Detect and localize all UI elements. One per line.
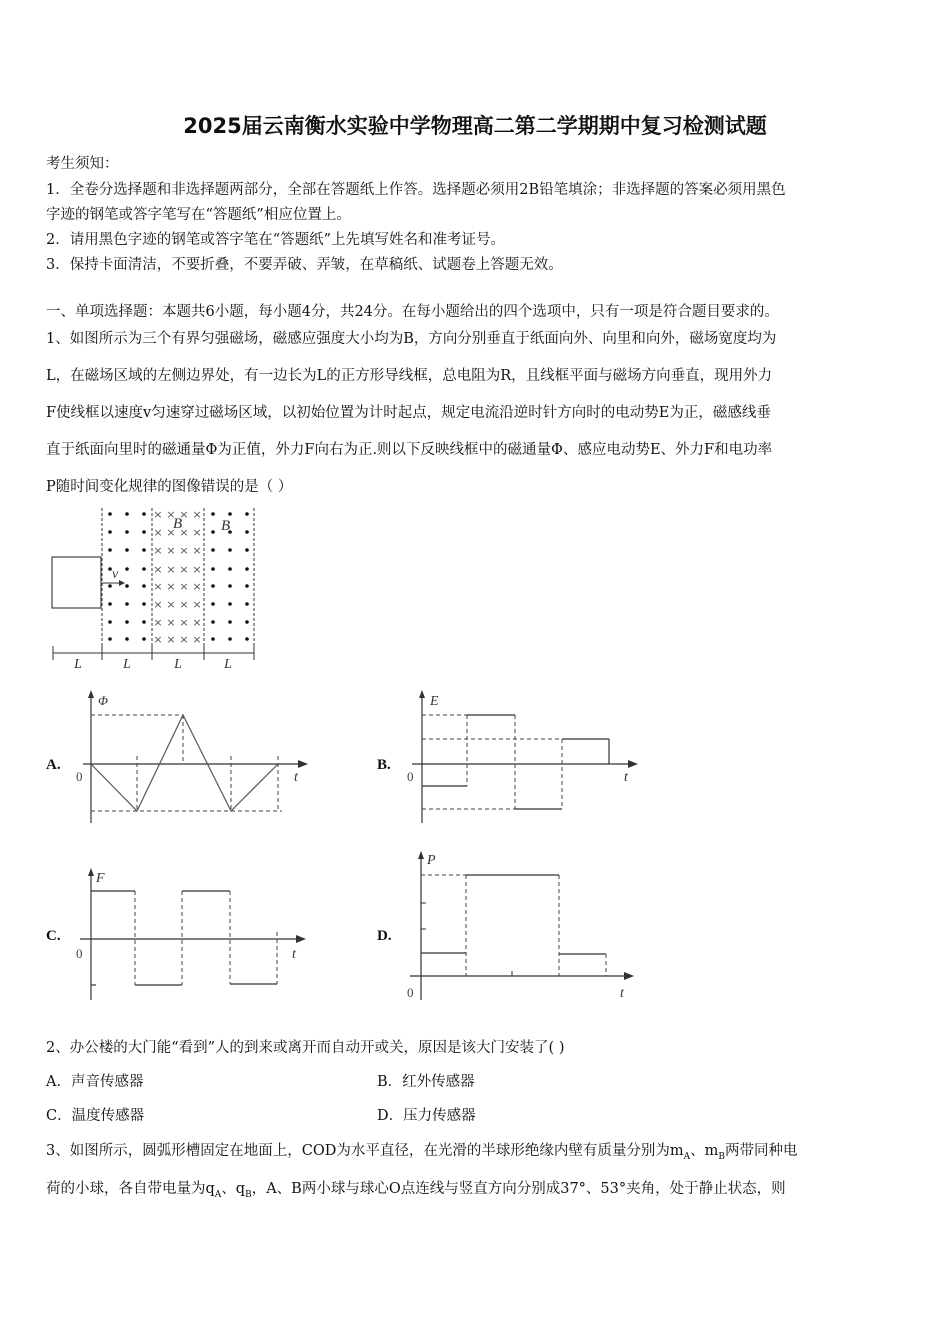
svg-text:×: ×	[192, 526, 202, 539]
svg-text:×: ×	[192, 598, 202, 611]
notice-item: 1．全卷分选择题和非选择题两部分，全部在答题纸上作答。选择题必须用2B铅笔填涂；非选择题的答案必须用黑色	[46, 182, 786, 198]
svg-text:B: B	[173, 516, 183, 532]
notice-heading: 考生须知：	[46, 156, 119, 172]
svg-text:×: ×	[179, 544, 189, 557]
option-a-flux-graph[interactable]	[40, 685, 320, 825]
svg-text:×: ×	[153, 598, 163, 611]
choice-label: A．	[46, 1074, 71, 1090]
svg-text:×: ×	[179, 526, 189, 539]
q1-stem-line: L，在磁场区域的左侧边界处，有一边长为L的正方形导线框，总电阻为R，且线框平面与磁场方向垂直，现用外力	[46, 368, 773, 384]
svg-text:t: t	[620, 986, 624, 1001]
choice-label: D．	[377, 1108, 404, 1124]
q2-choice-a[interactable]	[46, 1070, 143, 1091]
q2-choice-c[interactable]	[46, 1104, 144, 1125]
svg-text:t: t	[294, 770, 298, 785]
notice-item: 2．请用黑色字迹的钢笔或答字笔在“答题纸”上先填写姓名和准考证号。	[46, 232, 506, 248]
option-c-force-graph[interactable]	[40, 860, 320, 1005]
q1-stem-line: 直于纸面向里时的磁通量Φ为正值，外力F向右为正.则以下反映线框中的磁通量Φ、感应电动势E、外力F和电功率	[46, 442, 773, 458]
option-b-emf-graph[interactable]	[370, 685, 650, 825]
svg-text:×: ×	[192, 616, 202, 629]
q2-stem: 2、办公楼的大门能“看到”人的到来或离开而自动开或关，原因是该大门安装了( )	[46, 1040, 565, 1056]
svg-text:L: L	[224, 657, 232, 672]
q1-stem-line: F使线框以速度v匀速穿过磁场区域，以初始位置为计时起点，规定电流沿逆时针方向时的电动势E为正，磁感线垂	[46, 405, 771, 421]
svg-text:×: ×	[179, 598, 189, 611]
svg-text:×: ×	[179, 580, 189, 593]
svg-text:×: ×	[153, 633, 163, 646]
notice-item: 字迹的钢笔或答字笔写在“答题纸”相应位置上。	[46, 207, 351, 223]
magnetic-field-figure	[40, 500, 280, 680]
section-heading: 一、单项选择题：本题共6小题，每小题4分，共24分。在每小题给出的四个选项中，只有一项是符合题目要求的。	[46, 304, 779, 320]
svg-text:×: ×	[166, 526, 176, 539]
svg-text:×: ×	[153, 526, 163, 539]
choice-label: B．	[377, 1074, 403, 1090]
svg-text:×: ×	[153, 508, 163, 521]
svg-text:v: v	[112, 567, 119, 582]
svg-text:0: 0	[76, 946, 83, 961]
svg-text:0: 0	[407, 769, 414, 784]
q3-stem-line: 荷的小球，各自带电量为$q_A$、$q_B$，A、B两小球与球心O点连线与竖直方向分别成37°、53°夹角，处于静止状态，则	[46, 1181, 786, 1200]
svg-text:×: ×	[166, 563, 176, 576]
choice-text: 红外传感器	[402, 1074, 475, 1090]
svg-text:×: ×	[166, 598, 176, 611]
q3-stem-line: 3、如图所示，圆弧形槽固定在地面上，COD为水平直径，在光滑的半球形绝缘内壁有质量分别为$m_A$、$m_B$两带同种电	[46, 1143, 798, 1162]
svg-text:×: ×	[153, 563, 163, 576]
svg-text:B: B	[221, 518, 231, 534]
svg-text:t: t	[292, 947, 296, 962]
svg-text:E: E	[430, 694, 439, 709]
svg-text:L: L	[74, 657, 82, 672]
svg-text:t: t	[624, 770, 628, 785]
svg-text:×: ×	[179, 508, 189, 521]
svg-text:×: ×	[179, 616, 189, 629]
svg-text:Φ: Φ	[98, 693, 108, 708]
choice-text: 压力传感器	[403, 1108, 476, 1124]
svg-text:×: ×	[153, 616, 163, 629]
svg-text:×: ×	[166, 633, 176, 646]
q1-stem-line: P随时间变化规律的图像错误的是（ ）	[46, 479, 293, 495]
option-c-label[interactable]: C.	[46, 928, 61, 944]
svg-text:×: ×	[192, 633, 202, 646]
svg-text:×: ×	[153, 544, 163, 557]
svg-text:×: ×	[166, 616, 176, 629]
option-a-label[interactable]: A.	[46, 757, 61, 773]
svg-text:×: ×	[166, 508, 176, 521]
svg-text:×: ×	[192, 563, 202, 576]
svg-text:×: ×	[166, 580, 176, 593]
svg-text:×: ×	[166, 544, 176, 557]
svg-text:F: F	[96, 871, 105, 886]
svg-text:×: ×	[192, 508, 202, 521]
option-d-power-graph[interactable]	[370, 845, 650, 1005]
svg-text:×: ×	[192, 544, 202, 557]
svg-text:×: ×	[192, 580, 202, 593]
choice-label: C．	[46, 1108, 72, 1124]
svg-text:L: L	[123, 657, 131, 672]
option-b-label[interactable]: B.	[377, 757, 391, 773]
svg-text:×: ×	[179, 633, 189, 646]
svg-text:L: L	[174, 657, 182, 672]
choice-text: 声音传感器	[70, 1074, 144, 1090]
q2-choice-b[interactable]	[377, 1070, 475, 1091]
notice-item: 3．保持卡面清洁，不要折叠，不要弄破、弄皱，在草稿纸、试题卷上答题无效。	[46, 257, 563, 273]
svg-text:×: ×	[179, 563, 189, 576]
choice-text: 温度传感器	[71, 1108, 145, 1124]
svg-text:×: ×	[153, 580, 163, 593]
page-title: 2025届云南衡水实验中学物理高二第二学期期中复习检测试题	[183, 114, 767, 138]
option-d-label[interactable]: D.	[377, 928, 392, 944]
q1-stem-line: 1、如图所示为三个有界匀强磁场，磁感应强度大小均为B，方向分别垂直于纸面向外、向里和向外，磁场宽度均为	[46, 331, 777, 347]
svg-text:0: 0	[407, 985, 414, 1000]
svg-text:P: P	[427, 853, 436, 868]
q2-choice-d[interactable]	[377, 1104, 476, 1125]
svg-text:0: 0	[76, 769, 83, 784]
